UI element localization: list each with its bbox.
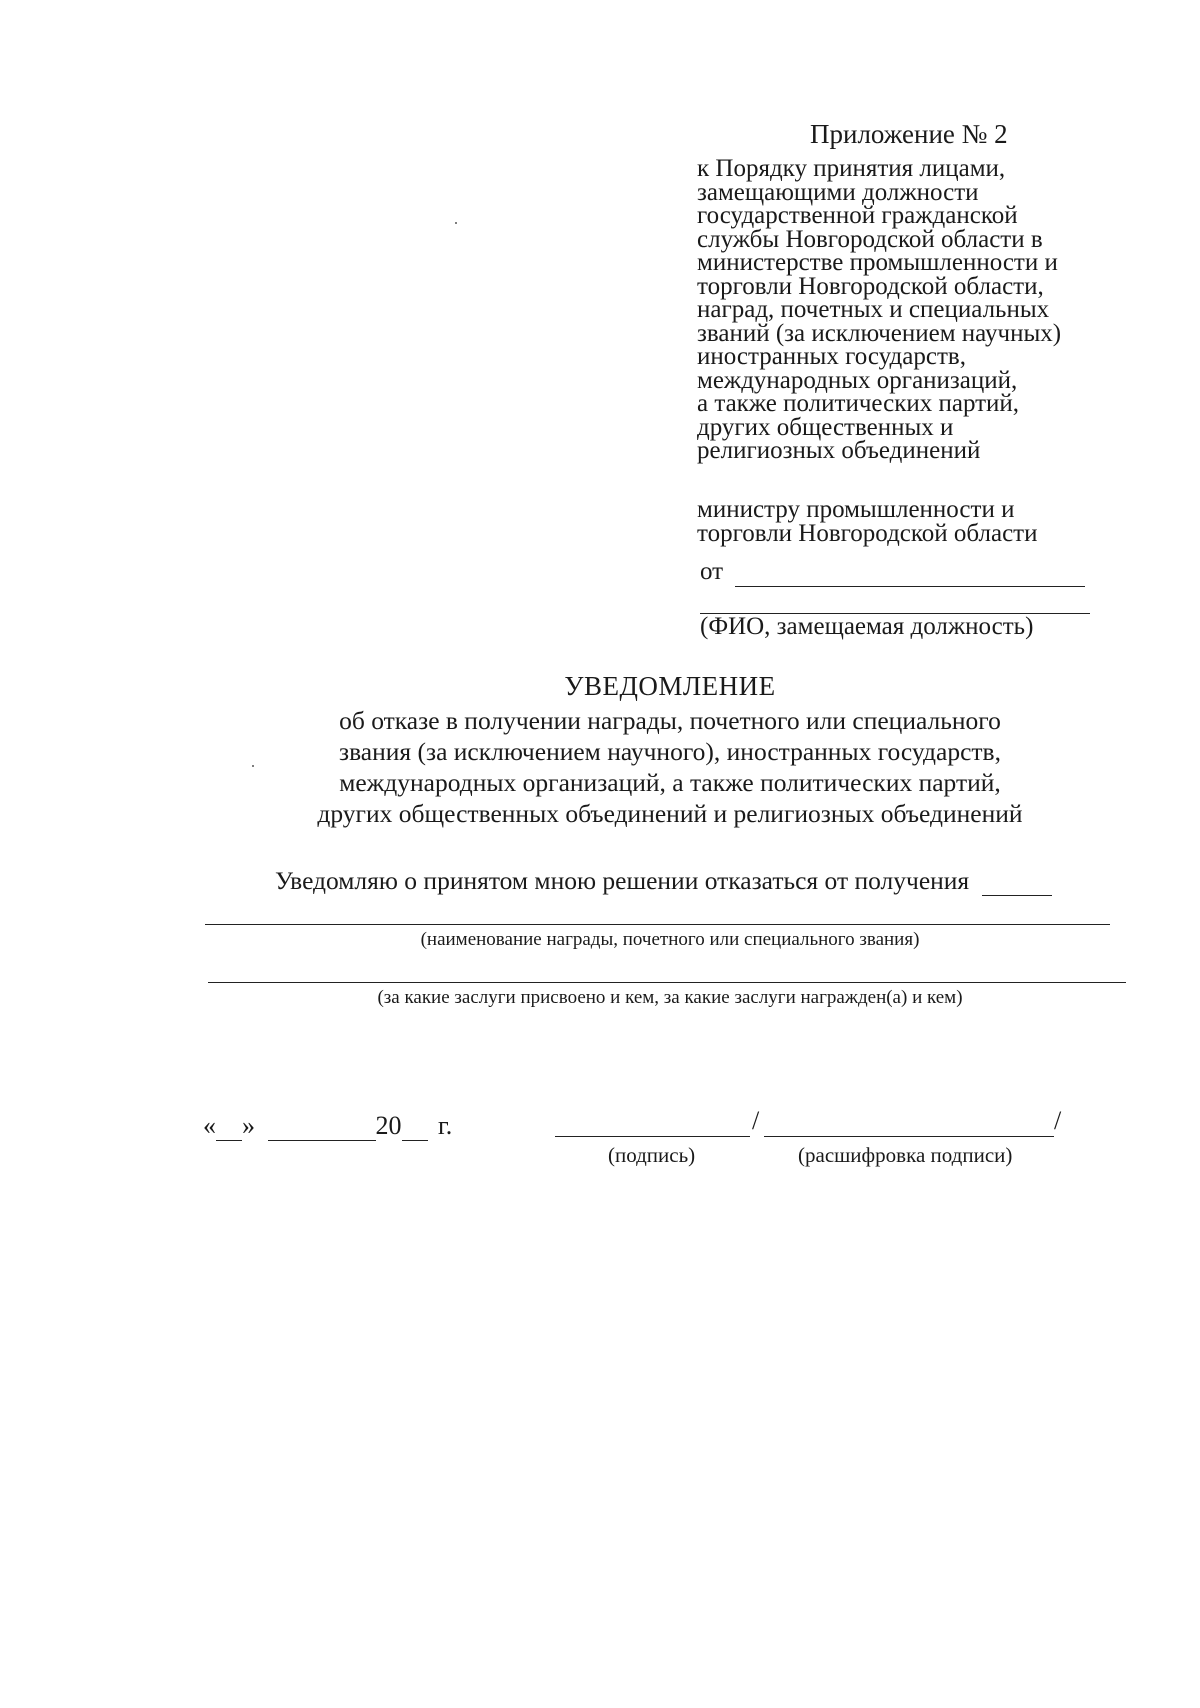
basis-line: званий (за исключением научных) [697,319,1062,347]
basis-line: а также политических партий, [697,390,1020,417]
addressee-line: торговли Новгородской области [697,520,1038,547]
award-name-field[interactable] [205,924,1110,925]
basis-line: замещающими должности [697,178,979,206]
from-row [700,556,1085,587]
date-row [203,1110,452,1141]
subtitle-line: звания (за исключением научного), иностранных государств, [339,737,1001,766]
subtitle-line: международных организаций, а также политических партий, [339,768,1001,797]
year-suffix: г. [438,1111,453,1140]
signature-field[interactable] [555,1136,750,1137]
signature-decoding-field[interactable] [764,1136,1054,1137]
month-field[interactable] [268,1110,376,1141]
basis-line: международных организаций, [697,366,1018,394]
signature-slash-end: / [1054,1106,1062,1135]
signature-slash: / [752,1106,760,1135]
fio-caption: (ФИО, замещаемая должность) [700,613,1034,640]
from-name-field[interactable] [735,556,1085,587]
from-label: от [700,558,724,585]
award-field-start[interactable] [982,865,1052,896]
statement-text: Уведомляю о принятом мною решении отказаться от получения [275,866,970,895]
merit-caption: (за какие заслуги присвоено и кем, за какие заслуги награжден(а) и кем) [377,987,963,1008]
notice-title: УВЕДОМЛЕНИЕ [564,671,776,701]
basis-line: государственной гражданской [697,202,1018,229]
signature-caption: (подпись) [608,1143,696,1167]
notice-subtitle [0,705,1200,829]
award-caption: (наименование награды, почетного или специального звания) [420,929,920,950]
basis-line: других общественных и [697,413,954,441]
scan-speck [252,765,254,767]
decoding-caption: (расшифровка подписи) [798,1143,1013,1167]
basis-line: министерстве промышленности и [697,249,1058,276]
appendix-basis [697,157,1117,463]
addressee-line: министру промышленности и [697,496,1015,523]
year-prefix: 20 [375,1111,402,1140]
quote-open: « [203,1111,216,1140]
basis-line: религиозных объединений [697,437,981,464]
day-field[interactable] [216,1110,242,1141]
basis-line: торговли Новгородской области, [697,272,1044,300]
basis-line: к Порядку принятия лицами, [697,155,1006,182]
subtitle-line: об отказе в получении награды, почетного или специального [339,706,1001,735]
subtitle-line: других общественных объединений и религиозных объединений [317,799,1023,828]
scan-speck [455,222,457,224]
appendix-title: Приложение № 2 [810,119,1008,149]
basis-line: службы Новгородской области в [697,225,1043,253]
year-field[interactable] [402,1110,428,1141]
statement-row [275,865,1052,896]
addressee-block [697,498,1037,546]
quote-close: » [242,1111,255,1140]
basis-line: наград, почетных и специальных [697,296,1050,323]
merit-field[interactable] [208,982,1126,983]
basis-line: иностранных государств, [697,343,966,370]
